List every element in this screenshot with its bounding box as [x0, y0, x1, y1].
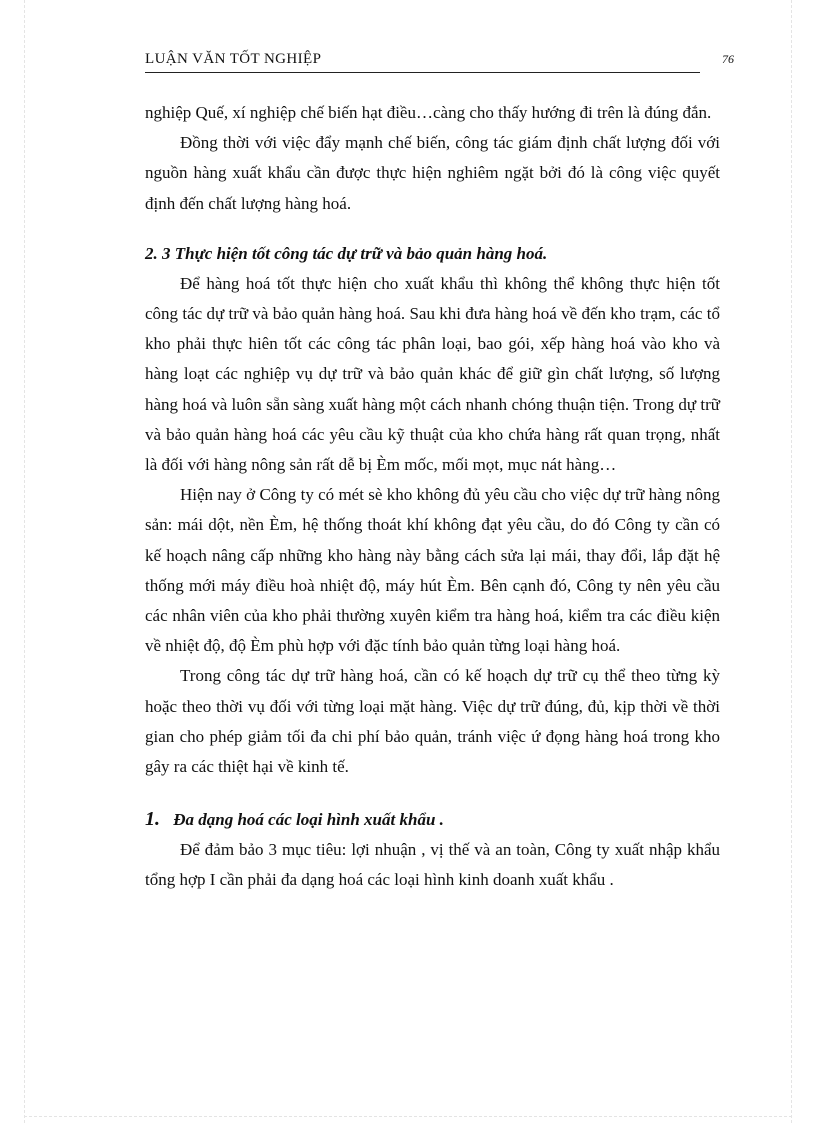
section-heading-1 — [145, 804, 720, 835]
paragraph-2: Đồng thời với việc đẩy mạnh chế biến, công tác giám định chất lượng đối với nguồn hàng xuất khẩu cần được thực hiện nghiêm ngặt bởi đó là công việc quyết định đến chất lượng hàng hoá. — [145, 133, 720, 213]
page-header — [145, 50, 700, 73]
section-heading-2-3: 2. 3 Thực hiện tốt công tác dự trữ và bảo quản hàng hoá. — [145, 243, 548, 263]
paragraph-5: Trong công tác dự trữ hàng hoá, cần có kế hoạch dự trữ cụ thể theo từng kỳ hoặc theo thời vụ đối với từng loại mặt hàng. Việc dự trữ đúng, đủ, kịp thời về thời gian cho phép giảm tối đa chi phí bảo quản, tránh việc ứ đọng hàng hoá trong kho gây ra các thiệt hại về kinh tế. — [145, 666, 720, 777]
paragraph-6: Để đảm bảo 3 mục tiêu: lợi nhuận , vị thế và an toàn, Công ty xuất nhập khẩu tổng hợp I cần phải đa dạng hoá các loại hình kinh doanh xuất khẩu . — [145, 840, 720, 890]
document-body — [145, 98, 720, 896]
paragraph-3: Để hàng hoá tốt thực hiện cho xuất khẩu thì không thể không thực hiện tốt công tác dự trữ và bảo quản hàng hoá. Sau khi đưa hàng hoá về đến kho trạm, các tổ kho phải thực hiên tốt các công tác phân loại, bao gói, xếp hàng hoá vào kho và hàng loạt các nghiệp vụ dự trữ và bảo quản khác để giữ gìn chất lượng, số lượng hàng hoá và luôn sẵn sàng xuất hàng một cách nhanh chóng thuận tiện. Trong dự trữ và bảo quản hàng hoá các yêu cầu kỹ thuật của kho chứa hàng rất quan trọng, nhất là đối với hàng nông sản rất dễ bị Èm mốc, mối mọt, mục nát hàng… — [145, 273, 720, 475]
header-title: LUẬN VĂN TỐT NGHIỆP — [145, 51, 322, 67]
page-number: 76 — [722, 52, 734, 66]
section-heading-1-number: 1. — [145, 808, 160, 831]
page-bottom-edge — [24, 1116, 792, 1117]
paragraph-1: nghiệp Quế, xí nghiệp chế biến hạt điều…càng cho thấy hướng đi trên là đúng đắn. — [145, 103, 712, 122]
paragraph-4: Hiện nay ở Công ty có mét sè kho không đủ yêu cầu cho việc dự trữ hàng nông sản: mái dột, nền Èm, hệ thống thoát khí không đạt yêu cầu, do đó Công ty cần có kế hoạch nâng cấp những kho hàng này bằng cách sửa lại mái, thay đổi, lắp đặt hệ thống mới máy điều hoà nhiệt độ, máy hút Èm. Bên cạnh đó, Công ty nên yêu cầu các nhân viên của kho phải thường xuyên kiểm tra hàng hoá, kiểm tra các điều kiện về nhiệt độ, độ Èm phù hợp với đặc tính bảo quản từng loại hàng hoá. — [145, 485, 720, 656]
section-heading-1-text: Đa dạng hoá các loại hình xuất khẩu . — [173, 810, 444, 830]
